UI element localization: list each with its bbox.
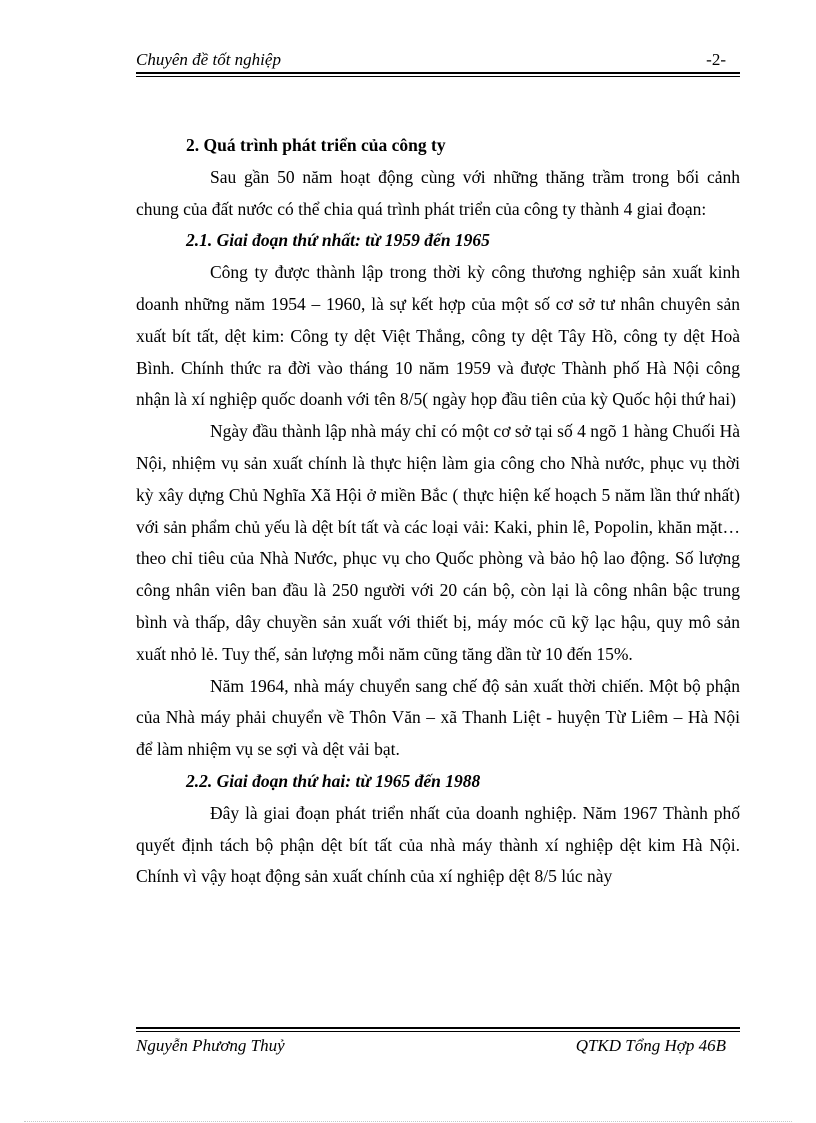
- paragraph: Năm 1964, nhà máy chuyển sang chế độ sản xuất thời chiến. Một bộ phận của Nhà máy phải chuyển về Thôn Văn – xã Thanh Liệt - huyện Từ Liêm – Hà Nội để làm nhiệm vụ se sợi và dệt vải bạt.: [136, 675, 740, 760]
- header-rule-thin: [136, 76, 740, 77]
- page-header: [136, 48, 740, 72]
- paragraph: Công ty được thành lập trong thời kỳ công thương nghiệp sản xuất kinh doanh những năm 1954 – 1960, là sự kết hợp của một số cơ sở tư nhân chuyên sản xuất bít tất, dệt kim: Công ty dệt Việt Thắng, công ty dệt Tây Hồ, công ty dệt Hoà Bình. Chính thức ra đời vào tháng 10 năm 1959 và được Thành phố Hà Nội công nhận là xí nghiệp quốc doanh với tên 8/5( ngày họp đầu tiên của kỳ Quốc hội thứ hai): [136, 262, 740, 410]
- subsection-heading-2: 2.2. Giai đoạn thứ hai: từ 1965 đến 1988: [186, 770, 481, 791]
- paragraph: Ngày đầu thành lập nhà máy chỉ có một cơ sở tại số 4 ngõ 1 hàng Chuối Hà Nội, nhiệm vụ sản xuất chính là thực hiện làm gia công cho Nhà nước, phục vụ thời kỳ xây dựng Chủ Nghĩa Xã Hội ở miền Bắc ( thực hiện kế hoạch 5 năm lần thứ nhất) với sản phẩm chủ yếu là dệt bít tất và các loại vải: Kaki, phin lê, Popolin, khăn mặt…theo chỉ tiêu của Nhà Nước, phục vụ cho Quốc phòng và bảo hộ lao động. Số lượng công nhân viên ban đầu là 250 người với 20 cán bộ, còn lại là công nhân bậc trung bình và thấp, dây chuyền sản xuất với thiết bị, máy móc cũ kỹ lạc hậu, quy mô sản xuất nhỏ lẻ. Tuy thế, sản lượng mỗi năm cũng tăng dần từ 10 đến 15%.: [136, 421, 740, 664]
- class-name: QTKD Tổng Hợp 46B: [575, 1036, 726, 1055]
- section-heading: 2. Quá trình phát triển của công ty: [186, 135, 446, 155]
- page-edge-divider: [24, 1121, 792, 1122]
- paragraph: Đây là giai đoạn phát triển nhất của doanh nghiệp. Năm 1967 Thành phố quyết định tách bộ phận dệt bít tất của nhà máy thành xí nghiệp dệt kim Hà Nội. Chính vì vậy hoạt động sản xuất chính của xí nghiệp dệt 8/5 lúc này: [136, 802, 740, 887]
- page-number: -2-: [706, 50, 726, 69]
- page-body: [136, 130, 740, 893]
- document-title: Chuyên đề tốt nghiệp: [136, 50, 281, 69]
- footer-rule-thin: [136, 1031, 740, 1032]
- intro-paragraph: Sau gần 50 năm hoạt động cùng với những thăng trầm trong bối cảnh chung của đất nước có thể chia quá trình phát triển của công ty thành 4 giai đoạn:: [136, 166, 740, 219]
- footer-rule-thick: [136, 1027, 740, 1029]
- header-rule-thick: [136, 72, 740, 74]
- subsection-heading-1: 2.1. Giai đoạn thứ nhất: từ 1959 đến 1965: [186, 230, 490, 251]
- page-footer: [136, 1034, 740, 1058]
- author-name: Nguyễn Phương Thuỷ: [136, 1036, 285, 1055]
